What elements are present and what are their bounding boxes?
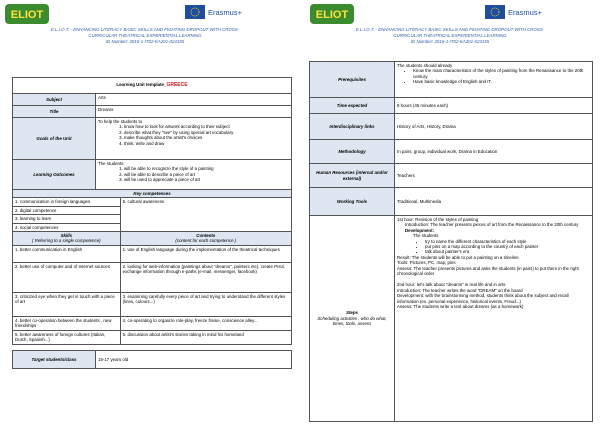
content-item: 4. co-operating to organize role-play, freeze frame, conscience alley... — [120, 316, 291, 330]
subject-label: Subject — [13, 94, 96, 106]
eliot-logo-icon — [309, 2, 355, 26]
hour1-title: 1st hour: Revision of the styles of painting — [397, 217, 479, 222]
skill-item: 4. better co-operation between the students , new friendships — [13, 316, 121, 330]
hour2-title: 2nd hour: let's talk about "dreams" in real life and in arts — [397, 282, 506, 288]
svg-text:Erasmus+: Erasmus+ — [208, 8, 242, 17]
tools-value: Traditional, Multimedia — [395, 188, 593, 216]
target-value: 15-17 years old — [96, 350, 292, 368]
outcomes-label: Learning Outcomes — [13, 160, 96, 190]
tools-label: Working Tools — [310, 188, 395, 216]
target-label: Target students/class — [13, 350, 96, 368]
content-item: 2. looking for web-information (paintings about "dreams", painters etc), create Prezi, exchange information through e-paths (e-mail, messenger, facebook) — [120, 262, 291, 292]
content-item: 1. use of English language during the implementation of the theatrical techniques — [120, 245, 291, 262]
project-header: E.L.I.O.T. - ENHANCING LITERACY BASIC SKILLS AND FIGHTING DROPOUT WITH CROSS- CURRICULAR THEATRICAL EXPERIENTIAL LEARNING ID Number: 2016-1-IT02-KA201-024155 — [355, 27, 545, 44]
eu-flag-icon — [185, 5, 277, 19]
key-competence: 4. social competences — [13, 223, 121, 231]
svg-text:Erasmus+: Erasmus+ — [508, 8, 542, 17]
eu-flag-icon — [485, 5, 577, 19]
goals-value: To help the students to 1. know how to look for artwork according to their subject 2. describe what they "see" by using special art vocabulary 3. make thoughts about the artist's choices 4. think, write and draw — [96, 118, 292, 160]
eliot-logo-icon — [4, 2, 50, 26]
skill-item: 2. better use of computer and of Internet sources — [13, 262, 121, 292]
key-competence: 1. communication in foreign languages — [13, 198, 121, 206]
human-label: Human Resources (internal and/or external) — [310, 164, 395, 188]
steps-label: Steps Scheduling activities , who do what, times, tools, assess — [310, 216, 395, 422]
skill-item: 5. better awareness of foreign cultures (Italian, Dutch, Spanish...) — [13, 330, 121, 344]
time-label: Time expected — [310, 98, 395, 114]
prereq-value: The students should already • Know the main characteristics of the styles of painting from the Renaissance to the 20th century. • Have basic knowledge of English and IT. — [395, 62, 593, 98]
content-item: 5. discussion about artist's stories taking in mind his homeland — [120, 330, 291, 344]
skills-header: Skills ( Referring to a single competence) — [13, 232, 121, 246]
method-value: In pairs, group, individual work, Drama in Education — [395, 140, 593, 164]
content-item: 3. examining carefully every piece of art and trying to understand the different styles (lines, colours...) — [120, 292, 291, 316]
unit-table-continued — [309, 61, 593, 422]
erasmus-plus-logo — [185, 5, 277, 19]
subject-value: Arts — [96, 94, 292, 106]
project-header: E.L.I.O.T. - ENHANCING LITERACY BASIC SKILLS AND FIGHTING DROPOUT WITH CROSS- CURRICULAR THEATRICAL EXPERIENTIAL LEARNING ID Number: 2016-1-IT02-KA201-024155 — [50, 27, 240, 44]
key-competence: 3. learning to learn — [13, 215, 121, 223]
key-competences-title: Key competences — [13, 190, 292, 198]
goals-label: Goals of the Unit — [13, 118, 96, 160]
svg-text:ELIOT: ELIOT — [315, 9, 349, 21]
template-title: Learning Unit template_GREECE — [13, 78, 292, 94]
erasmus-plus-logo — [485, 5, 577, 19]
title-label: Title — [13, 106, 96, 118]
skill-item: 1. better communication in English — [13, 245, 121, 262]
unit-table — [12, 77, 292, 369]
time-value: 8 hours (45 minutes each) — [395, 98, 593, 114]
method-label: Methodology — [310, 140, 395, 164]
interdisc-value: History of Arts, History, Drama — [395, 114, 593, 140]
outcomes-value: The students 1. will be able to recognize the style of a painting 2. will be able to describe a piece of art 3. will be used to appreciate a piece of art — [96, 160, 292, 190]
steps-value: 1st hour: Revision of the styles of painting Introduction: The teacher presents pieces of art from the Renaissance to the 20th century Development: The students • try to name the different characteristics of each style • put pins on a map according to the country of each painter • talk about painter's era Result: The students will be able to put a painting on a timeline Tools: Pictures, PC, map, pins Assess: The teacher presents pictures and asks the students (in pairs) to put them in the right chronological order 2nd hour: let's talk about "dreams" in real life and in arts Introduction: The teacher writes the word "DREAM" on the board Development: with the brainstorming method, students think about the subject and recall information (ex. personal experience, historical events, Freud...) Assess: The students write a text about dreams (as a homework) — [395, 216, 593, 422]
page-left — [0, 0, 290, 424]
title-value: Dreams — [96, 106, 292, 118]
page-right — [305, 0, 595, 424]
interdisc-label: Interdisciplinary links — [310, 114, 395, 140]
skill-item: 3. criticized eye when they get in touch with a piece of art — [13, 292, 121, 316]
key-competence-right: 5. cultural awareness — [120, 198, 291, 232]
human-value: Teachers — [395, 164, 593, 188]
svg-text:ELIOT: ELIOT — [10, 9, 44, 21]
key-competence: 2. digital competence — [13, 206, 121, 214]
prereq-label: Prerequisites — [310, 62, 395, 98]
contents-header: Contents (content for each competence ) — [120, 232, 291, 246]
